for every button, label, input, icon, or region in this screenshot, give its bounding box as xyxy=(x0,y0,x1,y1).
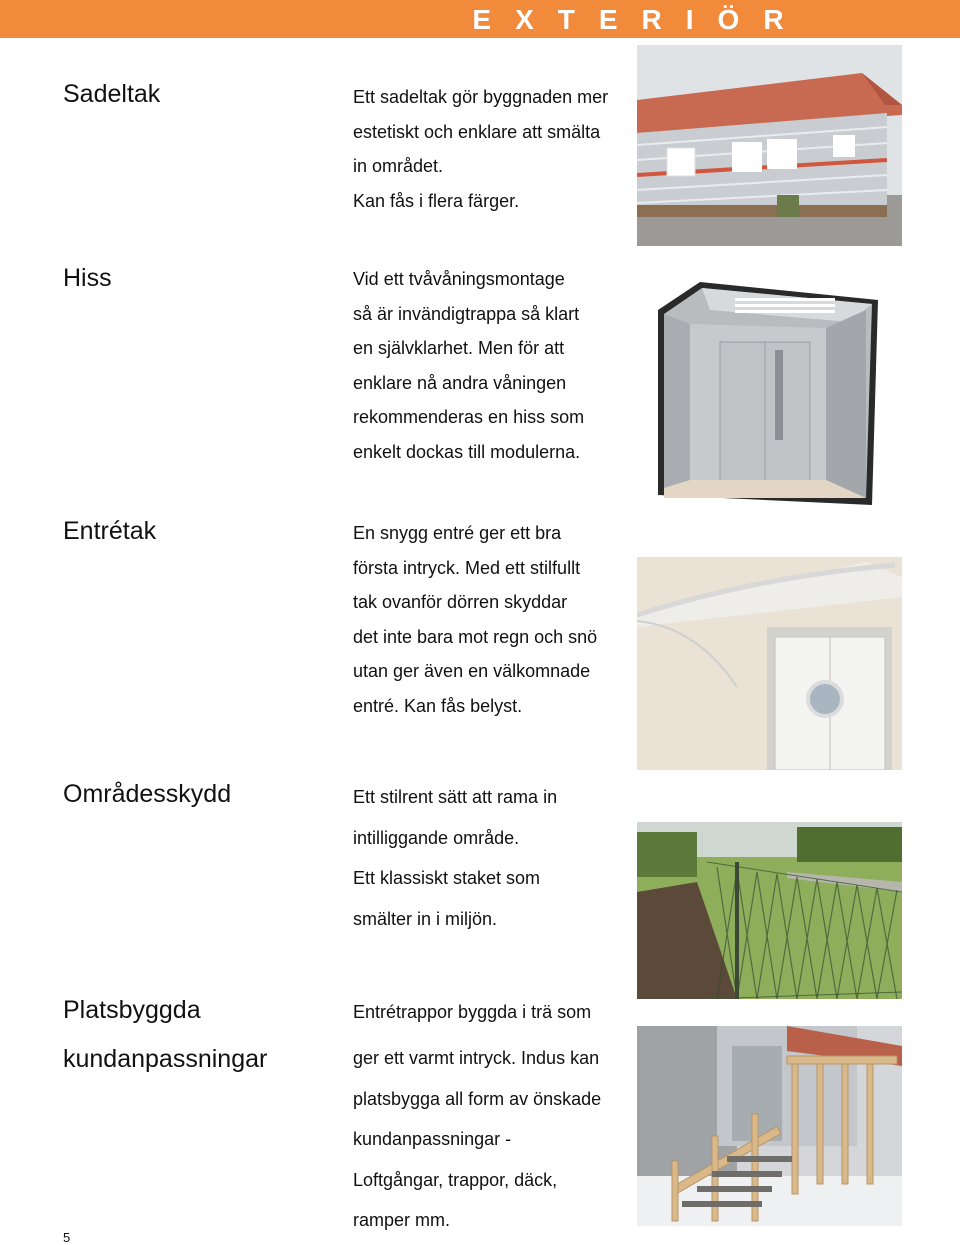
body-line: kundanpassningar - xyxy=(353,1129,512,1149)
photo-chain-link-fence xyxy=(637,822,902,999)
section-body-hiss xyxy=(353,262,633,469)
heading-line: Sadeltak xyxy=(63,80,161,108)
body-line: ger ett varmt intryck. Indus kan xyxy=(353,1048,600,1068)
section-heading-omradesskydd xyxy=(63,770,231,819)
page-title: EXTERIÖR xyxy=(472,4,808,35)
body-line: in området. xyxy=(353,156,444,176)
section-heading-platsbyggda xyxy=(63,986,267,1084)
section-body-entretak xyxy=(353,516,633,723)
photo-wooden-entrance-stairs xyxy=(637,1026,902,1226)
section-heading-sadeltak xyxy=(63,70,160,119)
photo-entrance-canopy xyxy=(637,557,902,770)
section-body-omradesskydd xyxy=(353,777,633,939)
body-line: första intryck. Med ett stilfullt xyxy=(353,557,581,578)
page-number: 5 xyxy=(63,1230,71,1245)
section-heading-hiss xyxy=(63,254,112,303)
body-line: utan ger även en välkomnade xyxy=(353,661,591,681)
body-line: en självklarhet. Men för att xyxy=(353,338,565,358)
heading-line: kundanpassningar xyxy=(63,1045,268,1073)
heading-line: Platsbyggda xyxy=(63,996,201,1024)
body-line: Kan fås i flera färger. xyxy=(353,190,520,211)
body-line: Ett klassiskt staket som xyxy=(353,868,541,888)
body-line: Loftgångar, trappor, däck, xyxy=(353,1169,558,1190)
section-body-platsbyggda xyxy=(353,992,633,1241)
heading-line: Områdesskydd xyxy=(63,780,232,808)
section-heading-entretak xyxy=(63,507,156,556)
body-line: estetiskt och enklare att smälta xyxy=(353,121,601,142)
body-line: Ett sadeltak gör byggnaden mer xyxy=(353,87,609,107)
body-line: det inte bara mot regn och snö xyxy=(353,626,598,647)
photo-elevator xyxy=(650,280,878,510)
body-line: smälter in i miljön. xyxy=(353,908,498,929)
body-line: Entrétrappor byggda i trä som xyxy=(353,1002,592,1022)
body-line: enklare nå andra våningen xyxy=(353,372,567,393)
body-line: platsbygga all form av önskade xyxy=(353,1088,602,1109)
body-line: så är invändigtrappa så klart xyxy=(353,303,580,324)
body-line: rekommenderas en hiss som xyxy=(353,407,585,427)
body-line: entré. Kan fås belyst. xyxy=(353,695,523,716)
heading-line: Hiss xyxy=(63,264,112,292)
heading-line: Entrétak xyxy=(63,517,157,545)
header-bar xyxy=(0,0,960,38)
body-line: Vid ett tvåvåningsmontage xyxy=(353,269,565,289)
body-line: enkelt dockas till modulerna. xyxy=(353,441,581,462)
body-line: En snygg entré ger ett bra xyxy=(353,523,562,543)
body-line: intilliggande område. xyxy=(353,827,520,848)
body-line: tak ovanför dörren skyddar xyxy=(353,592,568,612)
body-line: ramper mm. xyxy=(353,1210,451,1230)
section-body-sadeltak xyxy=(353,80,633,218)
body-line: Ett stilrent sätt att rama in xyxy=(353,787,558,807)
photo-saddle-roof-building xyxy=(637,45,902,246)
